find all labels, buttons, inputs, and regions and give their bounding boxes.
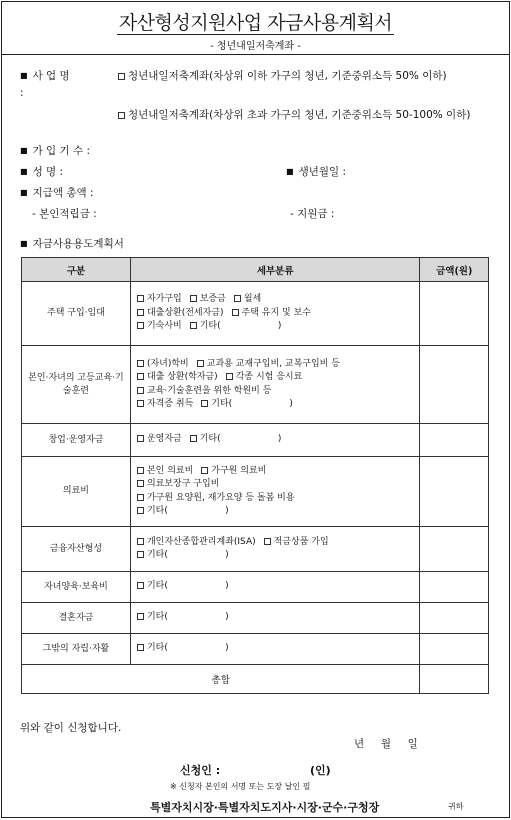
table-row [22, 282, 489, 346]
detail-line [137, 611, 413, 625]
detail-line [137, 358, 413, 372]
detail-line [137, 478, 413, 492]
row-amount-cell[interactable] [420, 346, 489, 424]
option-1-label: 청년내일저축계좌(차상위 이하 가구의 청년, 기준중위소득 50% 이하) [128, 70, 447, 82]
detail-line [137, 398, 413, 412]
detail-option[interactable] [137, 479, 219, 489]
checkbox-icon[interactable] [232, 309, 239, 316]
detail-option[interactable] [137, 372, 218, 382]
detail-option-label: 각종 시험 응시료 [235, 372, 303, 382]
row-details [130, 457, 419, 527]
birth-row [286, 165, 346, 179]
detail-option[interactable] [197, 359, 340, 369]
detail-option-label: 교과용 교재구입비, 교복구입비 등 [206, 358, 340, 369]
header-category: 구분 [22, 258, 131, 282]
detail-option[interactable] [201, 399, 293, 409]
business-label: 사 업 명 [32, 70, 70, 82]
statement: 위와 같이 신청합니다. [20, 722, 122, 734]
row-details [130, 634, 419, 665]
bullet-icon: ■ [286, 167, 294, 176]
row-details [130, 282, 419, 346]
row-category: 본인·자녀의 고등교육·기술훈련 [22, 346, 131, 424]
row-category: 주택 구입·임대 [22, 282, 131, 346]
checkbox-icon[interactable] [137, 494, 144, 501]
detail-option[interactable] [137, 643, 229, 653]
detail-option[interactable] [137, 359, 189, 369]
detail-line [137, 549, 413, 563]
detail-option[interactable] [234, 294, 261, 304]
detail-option-label: 월세 [243, 294, 262, 305]
applicant-label: 신청인 : [180, 764, 221, 777]
payout-row [20, 186, 94, 200]
checkbox-icon[interactable] [137, 613, 144, 620]
detail-option[interactable] [137, 612, 229, 622]
header-detail: 세부분류 [130, 258, 419, 282]
detail-option-label: 기타( ) [146, 550, 229, 560]
detail-line [137, 293, 413, 307]
checkbox-icon[interactable] [137, 538, 144, 545]
payout-label: 지급액 총액 : [32, 187, 94, 199]
form-subtitle: - 청년내일저축계좌 - [210, 41, 301, 52]
bullet-icon: ■ [20, 188, 28, 197]
total-row [22, 665, 489, 694]
checkbox-icon[interactable] [201, 467, 208, 474]
detail-option-label: 기타( ) [146, 612, 229, 623]
row-amount-cell[interactable] [420, 282, 489, 346]
bullet-icon: ■ [20, 239, 28, 248]
checkbox-icon[interactable] [137, 467, 144, 474]
signature-note: ※ 신청자 본인의 서명 또는 도장 날인 필 [170, 782, 311, 791]
detail-option[interactable] [226, 372, 303, 382]
checkbox-icon[interactable] [137, 644, 144, 651]
bullet-icon: ■ [20, 167, 28, 176]
detail-option-label: 교육·기술훈련을 위한 학원비 등 [146, 385, 272, 396]
detail-option[interactable] [232, 308, 311, 318]
detail-option-label: 자가구입 [146, 294, 182, 305]
detail-option[interactable] [137, 466, 193, 476]
plan-title: 자금사용용도계획서 [32, 238, 124, 250]
total-label: 총합 [22, 665, 420, 694]
detail-option[interactable] [137, 550, 229, 560]
detail-option-label: 대출상환(전세자금) [146, 307, 224, 318]
detail-line [137, 385, 413, 399]
detail-option[interactable] [190, 434, 282, 444]
detail-option[interactable] [137, 537, 256, 547]
checkbox-icon[interactable] [137, 400, 144, 407]
row-amount-cell[interactable] [420, 424, 489, 457]
bullet-icon: ■ [20, 71, 28, 80]
name-label: 성 명 : [32, 166, 64, 178]
total-amount-cell[interactable] [420, 665, 489, 694]
detail-line [137, 505, 413, 519]
seal-mark: (인) [310, 764, 331, 777]
detail-option[interactable] [137, 399, 193, 409]
checkbox-icon[interactable] [190, 322, 197, 329]
plan-title-row [20, 237, 124, 251]
checkbox-icon[interactable] [197, 360, 204, 367]
header-amount: 금액(원) [420, 258, 489, 282]
detail-option[interactable] [264, 537, 329, 547]
checkbox-icon[interactable] [137, 480, 144, 487]
table-body [22, 282, 489, 694]
table-row [22, 346, 489, 424]
detail-option[interactable] [137, 434, 182, 444]
row-amount-cell[interactable] [420, 634, 489, 665]
detail-option-label: 기타( ) [199, 321, 282, 332]
checkbox-icon[interactable] [118, 112, 125, 119]
detail-option-label: 본인 의료비 [146, 465, 194, 476]
join-count-label: 가 입 기 수 : [32, 145, 91, 157]
detail-option[interactable] [137, 493, 295, 503]
detail-option-label: 기숙사비 [146, 321, 182, 332]
checkbox-icon[interactable] [226, 373, 233, 380]
checkbox-icon[interactable] [190, 435, 197, 442]
detail-option-label: 기타( ) [146, 506, 229, 516]
detail-option-label: 대출 상환(학자금) [146, 372, 218, 382]
detail-option[interactable] [137, 581, 229, 591]
business-label-row [20, 69, 70, 83]
table-row [22, 572, 489, 603]
plan-table [21, 257, 489, 694]
own-savings-label: - 본인적립금 : [32, 208, 97, 220]
form-title: 자산형성지원사업 자금사용계획서 [118, 12, 393, 34]
checkbox-icon[interactable] [137, 507, 144, 514]
row-category: 결혼자금 [22, 603, 131, 634]
business-option-2[interactable] [118, 108, 490, 122]
row-category: 창업·운영자금 [22, 424, 131, 457]
table-row [22, 424, 489, 457]
row-details [130, 424, 419, 457]
detail-line [137, 320, 413, 334]
checkbox-icon[interactable] [137, 322, 144, 329]
detail-option-label: 자격증 취득 [146, 399, 194, 409]
checkbox-icon[interactable] [118, 73, 125, 80]
row-category: 의료비 [22, 457, 131, 527]
checkbox-icon[interactable] [137, 435, 144, 442]
detail-line [137, 580, 413, 594]
checkbox-icon[interactable] [190, 295, 197, 302]
detail-option-label: 기타( ) [146, 643, 229, 654]
detail-option[interactable] [137, 321, 182, 331]
detail-line [137, 307, 413, 321]
checkbox-icon[interactable] [137, 387, 144, 394]
detail-option[interactable] [190, 321, 282, 331]
row-amount-cell[interactable] [420, 457, 489, 527]
checkbox-icon[interactable] [201, 400, 208, 407]
detail-option[interactable] [137, 308, 224, 318]
detail-option-label: 기타( ) [211, 399, 293, 409]
row-category: 그밖의 자립·자활 [22, 634, 131, 665]
honorific: 귀하 [448, 802, 464, 811]
name-row [20, 165, 63, 179]
detail-option[interactable] [190, 294, 226, 304]
detail-line [137, 371, 413, 385]
option-2-label: 청년내일저축계좌(차상위 초과 가구의 청년, 기준중위소득 50-100% 이하) [128, 109, 471, 121]
row-details [130, 527, 419, 572]
row-details [130, 346, 419, 424]
row-details [130, 603, 419, 634]
checkbox-icon[interactable] [137, 360, 144, 367]
support-label: - 지원금 : [290, 208, 335, 220]
detail-line [137, 465, 413, 479]
detail-option[interactable] [201, 466, 266, 476]
checkbox-icon[interactable] [264, 538, 271, 545]
detail-option-label: 가구원 요양원, 재가요양 등 돌봄 비용 [146, 492, 295, 503]
business-colon: : [20, 87, 24, 99]
detail-line [137, 642, 413, 656]
checkbox-icon[interactable] [137, 309, 144, 316]
row-amount-cell[interactable] [420, 572, 489, 603]
detail-option-label: 기타( ) [199, 434, 282, 445]
detail-line [137, 492, 413, 506]
detail-line [137, 536, 413, 550]
business-option-1[interactable] [118, 69, 490, 83]
detail-option-label: 보증금 [199, 294, 226, 305]
date-line: 년 월 일 [354, 738, 418, 750]
detail-option[interactable] [137, 506, 229, 516]
row-category: 자녀양육·보육비 [22, 572, 131, 603]
checkbox-icon[interactable] [137, 295, 144, 302]
checkbox-icon[interactable] [137, 582, 144, 589]
table-row [22, 603, 489, 634]
birth-label: 생년월일 : [298, 166, 347, 178]
recipient: 특별자치시장·특별자치도지사·시장·군수·구청장 [150, 801, 380, 814]
bullet-icon: ■ [20, 146, 28, 155]
detail-option-label: 주택 유지 및 보수 [241, 307, 311, 318]
row-category: 금융자산형성 [22, 527, 131, 572]
detail-option-label: 기타( ) [146, 581, 229, 592]
table-row [22, 634, 489, 665]
checkbox-icon[interactable] [234, 295, 241, 302]
detail-option[interactable] [137, 386, 271, 396]
detail-option-label: 개인자산종합관리계좌(ISA) [146, 536, 256, 547]
table-row [22, 527, 489, 572]
detail-option-label: 운영자금 [146, 434, 182, 445]
join-count-row [20, 144, 90, 158]
row-amount-cell[interactable] [420, 527, 489, 572]
detail-option-label: 적금상품 가입 [273, 536, 329, 547]
detail-option-label: (자녀)학비 [146, 358, 189, 369]
detail-line [137, 433, 413, 447]
table-row [22, 457, 489, 527]
form-page [1, 1, 510, 818]
checkbox-icon[interactable] [137, 373, 144, 380]
row-amount-cell[interactable] [420, 603, 489, 634]
detail-option-label: 의료보장구 구입비 [146, 479, 220, 489]
detail-option-label: 가구원 의료비 [211, 465, 267, 476]
table-header-row [22, 258, 489, 282]
row-details [130, 572, 419, 603]
checkbox-icon[interactable] [137, 551, 144, 558]
title-divider [2, 54, 509, 55]
detail-option[interactable] [137, 294, 182, 304]
